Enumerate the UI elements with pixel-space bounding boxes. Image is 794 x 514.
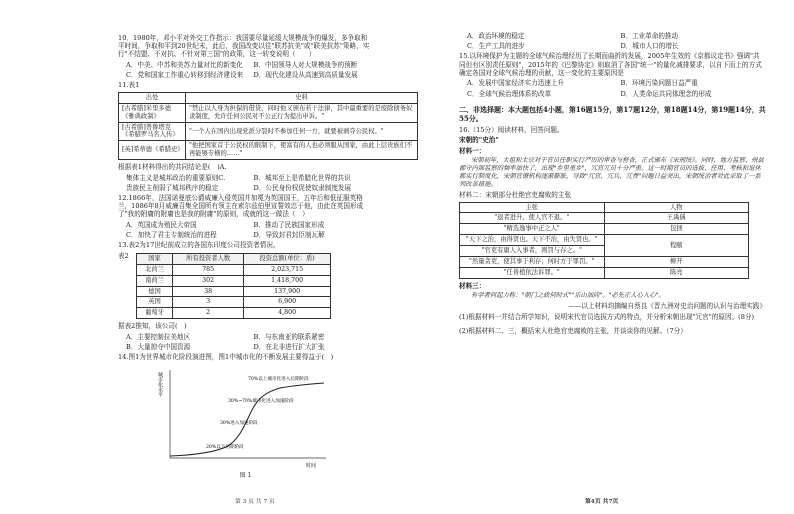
table-cell: 北荷兰 bbox=[137, 264, 173, 275]
q13-stem: 13.表2为17世纪前成立的各国东印度公司投资者情况。 bbox=[118, 241, 280, 250]
right-page bbox=[397, 0, 794, 514]
q13-intro: 据表2推知，该公司( ) bbox=[118, 322, 187, 331]
table-cell: 柳开 bbox=[604, 256, 749, 267]
table-header: 史料 bbox=[186, 93, 418, 104]
table-row bbox=[137, 308, 331, 319]
table-cell: 137,900 bbox=[244, 286, 331, 297]
q15-option-b[interactable]: B．环境污染问题日益严重 bbox=[620, 79, 698, 88]
q16-stem: 16.（15分）阅读材料，回答问题。 bbox=[459, 125, 564, 134]
q12-option-c[interactable]: C．加快了君主专制统治的进程 bbox=[126, 231, 217, 240]
table-row bbox=[137, 275, 331, 286]
table-header: 投资总额(单位：盾) bbox=[244, 254, 331, 265]
q14-stem: 14.图1为世界城市化阶段演进图，图1中城市化的不断发展主要得益于( ) bbox=[118, 353, 334, 362]
q11-option-d[interactable]: D．公民身份权促使奴隶制度发展 bbox=[253, 183, 352, 192]
phase-label-entering: 30%进入加速阶段 bbox=[220, 420, 258, 426]
q10-stem: 10．1980年，邓小平对外交工作指示：我国要尽量延缓大规模战争的爆发，多争取和平时间，争取和平到20世纪末，此后，我国改变以往"联苏抗美"或"联美抗苏"策略，实行"不结盟、不对抗、不针对第三国"的政策，这一转变说明（ ） bbox=[118, 34, 370, 59]
table-cell: "精选逸事中正之人" bbox=[460, 224, 605, 235]
q12-option-d[interactable]: D．导致封君封臣制瓦解 bbox=[253, 231, 325, 240]
q13-option-c[interactable]: B．大量掠夺中国资源 bbox=[126, 342, 191, 351]
q10-option-d[interactable]: D．现代化建设从高速到高质量发展 bbox=[253, 71, 358, 80]
page-footer-right: 第4页 共7页 bbox=[585, 498, 619, 505]
table-cell: 德国 bbox=[137, 286, 173, 297]
table-cell: 38 bbox=[173, 286, 244, 297]
urbanization-curve bbox=[170, 383, 324, 456]
table-row bbox=[460, 213, 749, 224]
table-cell: "任皆植依法诉罪。" bbox=[460, 267, 605, 278]
table-cell: 南荷兰 bbox=[137, 275, 173, 286]
q11-option-a[interactable]: 集体主义是城邦政治的重要原则C. bbox=[126, 173, 226, 182]
material-3-label: 材料三： bbox=[459, 281, 486, 290]
table-row bbox=[137, 297, 331, 308]
phase-label-late: 70%以上城市化进入后期阶段 bbox=[248, 376, 309, 382]
table-cell: "天下之治，由得贤也。天下不治，由失贤也。" bbox=[460, 235, 605, 246]
phase-label-initial: 20%以下初期阶段 bbox=[206, 444, 244, 450]
question-15 bbox=[459, 52, 766, 97]
table-cell: 302 bbox=[173, 275, 244, 286]
table-cell: 3 bbox=[173, 297, 244, 308]
question-11 bbox=[118, 81, 413, 192]
table-header: 主张 bbox=[460, 202, 605, 213]
y-axis-label: 城市化水平 bbox=[157, 371, 163, 397]
q16-subquestion-1: (1)根据材料一并结合所学知识，说明宋代官员选拔方式的特点，并分析宋朝出现"冗官"的原因。(8分) bbox=[459, 312, 755, 321]
material-2-table bbox=[459, 202, 749, 279]
q13-investor-table bbox=[136, 253, 331, 319]
table-cell: "他把国家首于公民权的限制下，使富有的人也必须服从国家，由此上层贵族们不再能够专横的……" bbox=[186, 141, 418, 160]
section-2-heading: 二、非选择题：本大题包括4小题，第16题15分，第17题12分，第18题14分，第19题14分，共55分。 bbox=[459, 104, 766, 123]
q13-option-a[interactable]: A．主要控制拉美地区 bbox=[126, 332, 191, 341]
table-row bbox=[460, 256, 749, 267]
q15-option-c[interactable]: C．全球气候治理体系的改革 bbox=[467, 89, 552, 98]
figure-caption: 图 1 bbox=[239, 471, 252, 479]
question-12 bbox=[118, 194, 373, 239]
table-row bbox=[119, 122, 418, 141]
table-cell: 2 bbox=[173, 308, 244, 319]
material-source: ——以上材料均摘编自蔡良《晋九洲对史治问题的认识与治理实践》 bbox=[568, 302, 766, 311]
question-14-options bbox=[459, 32, 766, 50]
table-cell: 英国 bbox=[137, 297, 173, 308]
q11-intro: 根据表1材料得出的共同结论是( )A. bbox=[118, 163, 227, 172]
urbanization-stage-diagram bbox=[156, 366, 336, 470]
material-1-text: 宋朝初年，太祖和太宗对于官员任职实行严厉的审查与督查，正式颁布《宋刑统》。同时，地方监察、州县郡守内部监察的频率加快了，出现"乡里重乡"，冗官冗员十分严重。这一时期官员的选拔、任用、考核和退休都实行制度化，宋朝官僚机构逐渐膨胀，导致"冗官、冗兵、冗费"问题日益突出，宋朝统治者对此采取了一系列改革措施。 bbox=[459, 157, 764, 188]
table-cell: "禁止以人身为担保的借贷，同时他又颁布若干法律，其中最重要的是废除债务奴隶制度，允许任何公民对不公正行为提出申诉。" bbox=[186, 103, 418, 122]
q10-option-c[interactable]: C．党和国家工作重心转移到经济建设来 bbox=[126, 71, 244, 80]
q16-title: 宋朝的"史治" bbox=[459, 136, 499, 145]
table-row bbox=[119, 103, 418, 122]
q14-option-b[interactable]: B．工业革命的推动 bbox=[620, 32, 679, 40]
q11-option-b[interactable]: B．城邦至上是希腊化世界的共识 bbox=[253, 173, 351, 182]
q12-stem: 12.1866年，法国诺曼底公爵威廉入侵英国并加冕为英国国王，五年后和低征服英格兰，1086年8月威廉召集全国所有领主在索尔兹伯里宣誓效忠于他，由此在英国形成了"我的附庸的附庸也是我的附庸"的原则，成就的这一做法（ ） bbox=[118, 194, 364, 219]
material-2-label: 材料二：宋朝部分杜绝官吏腐败的主张 bbox=[459, 191, 572, 200]
q14-option-d[interactable]: D．城市人口的增长 bbox=[620, 42, 679, 51]
table-cell: [古希腊]普鲁塔克《希腊罗马名人传》 bbox=[119, 122, 186, 141]
table-header: 人物 bbox=[604, 202, 749, 213]
table-cell: 王禹偁 bbox=[604, 213, 749, 224]
q14-option-a[interactable]: A．政治环境的稳定 bbox=[467, 32, 525, 40]
table-cell: "然量贪吏，使其事于利存；何时方于罪罚。" bbox=[460, 256, 605, 267]
q10-option-b[interactable]: B．中国领导人对大规模战争的预断 bbox=[253, 61, 358, 69]
table-header: 国家 bbox=[137, 254, 173, 265]
table-row bbox=[119, 141, 418, 160]
q14-option-c[interactable]: C．生产工具的进步 bbox=[467, 42, 525, 51]
q13-table-label: 表2 bbox=[118, 252, 129, 261]
q11-option-c[interactable]: 贵族民主削弱了城邦秩序的稳定 bbox=[126, 183, 219, 192]
q13-option-b[interactable]: B．与东南亚的联系紧密 bbox=[253, 332, 325, 341]
table-row bbox=[460, 267, 749, 278]
table-row bbox=[137, 264, 331, 275]
table-cell: 6,900 bbox=[244, 297, 331, 308]
page-footer-left: 第 3 页 共 7 页 bbox=[235, 498, 275, 505]
table-cell: "退者进升，使人官不退。" bbox=[460, 213, 605, 224]
table-cell: [古希腊]米里多德《雅典政制》 bbox=[119, 103, 186, 122]
q15-option-d[interactable]: D．人类命运共同体理念的形成 bbox=[620, 89, 712, 98]
q16-subquestion-2: (2)根据材料二、三，概括宋人杜绝官吏腐败的主张，并谈谈你的见解。（7分） bbox=[459, 327, 687, 336]
x-axis-label: 时间 bbox=[306, 462, 317, 469]
table-row bbox=[460, 235, 749, 246]
material-1-label: 材料一： bbox=[459, 146, 486, 155]
q12-option-a[interactable]: A．英国成为殖民大帝国 bbox=[126, 221, 197, 230]
q10-option-a[interactable]: A．中美、中苏和美苏力量对比的新变化 bbox=[126, 61, 243, 69]
table-cell: 程颐 bbox=[604, 235, 749, 257]
table-cell: 葡萄牙 bbox=[137, 308, 173, 319]
material-3-text: 有学者何起力称："朝门之政何时式""乐山加尚"。"必先正人心入心"。 bbox=[471, 292, 665, 300]
table-cell: [英]希蒂德《希腊史》 bbox=[119, 141, 186, 160]
question-13 bbox=[118, 241, 373, 351]
table-row bbox=[460, 224, 749, 235]
table-header: 出处 bbox=[119, 93, 186, 104]
q13-option-d[interactable]: D．在北非进行扩大扩张 bbox=[253, 342, 325, 351]
q11-stem: 11.表1 bbox=[118, 81, 140, 90]
table-cell: "官吏有庸人入事者，则罚与存之。" bbox=[460, 246, 605, 257]
q15-stem: 15.以环境保护为主题的全球气候治理经历了长期而曲折的发展，2005年生效的《京都议定书》强调"共同但有区别责任原则"，2015年的《巴黎协定》则取消了各国"统一"的量化减排要求，以自下而上的方式确定各国对全球气候治理的贡献，这一变化的主要原因是 bbox=[459, 52, 762, 77]
table-cell: 785 bbox=[173, 264, 244, 275]
question-10 bbox=[118, 34, 373, 79]
table-cell: 1,418,700 bbox=[244, 275, 331, 286]
q15-option-a[interactable]: A．发展中国家经济实力迅速上升 bbox=[467, 79, 565, 88]
question-14 bbox=[118, 353, 373, 479]
question-16 bbox=[459, 126, 766, 336]
table-cell: 包拯 bbox=[604, 224, 749, 235]
table-row bbox=[137, 286, 331, 297]
phase-label-accelerating: 30%~70%城市化进入加速阶段 bbox=[228, 398, 294, 404]
table-cell: 2,023,715 bbox=[244, 264, 331, 275]
q12-option-b[interactable]: B．推动了民族国家形成 bbox=[253, 221, 325, 230]
table-header: 所有投资者人数 bbox=[173, 254, 244, 265]
table-cell: 4,800 bbox=[244, 308, 331, 319]
table-cell: "一个人在国内出现党派分裂时不参加任何一方，就要被剥夺公民权。" bbox=[186, 122, 418, 141]
table-cell: 陈亮 bbox=[604, 267, 749, 278]
q11-source-table bbox=[118, 92, 418, 160]
